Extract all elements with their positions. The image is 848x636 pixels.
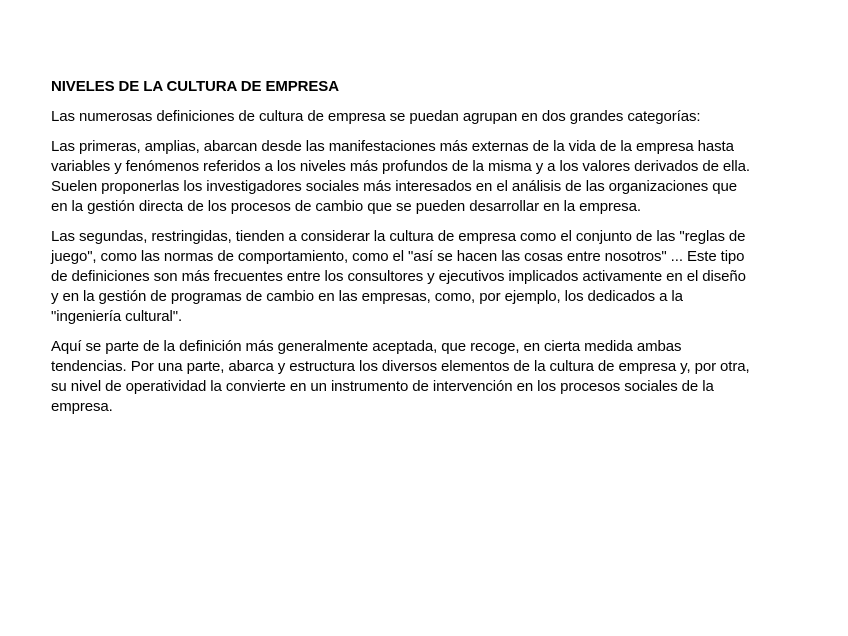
paragraph-restricted-definitions: Las segundas, restringidas, tienden a considerar la cultura de empresa como el conjunto de las "reglas de juego", como las normas de comportamiento, como el "así se hacen las cosas entre nosotros" ... Este tipo de definiciones son más frecuentes entre los consultores y ejecutivos implicados activamente en el diseño y en la gestión de programas de cambio en las empresas, como, por ejemplo, los dedicados a la "ingeniería cultural".: [51, 228, 746, 325]
document-page: [51, 77, 751, 427]
paragraph-adopted-definition: Aquí se parte de la definición más generalmente aceptada, que recoge, en cierta medida ambas tendencias. Por una parte, abarca y estructura los diversos elementos de la cultura de empresa y, por otra, su nivel de operatividad la convierte en un instrumento de intervención en los procesos sociales de la empresa.: [51, 338, 750, 415]
paragraph-broad-definitions: Las primeras, amplias, abarcan desde las manifestaciones más externas de la vida de la empresa hasta variables y fenómenos referidos a los niveles más profundos de la misma y a los valores derivados de ella. Suelen proponerlas los investigadores sociales más interesados en el análisis de las organizaciones que en la gestión directa de los procesos de cambio que se pueden desarrollar en la empresa.: [51, 138, 750, 215]
document-title: NIVELES DE LA CULTURA DE EMPRESA: [51, 78, 339, 95]
paragraph-intro: Las numerosas definiciones de cultura de empresa se puedan agrupan en dos grandes categorías:: [51, 108, 701, 125]
